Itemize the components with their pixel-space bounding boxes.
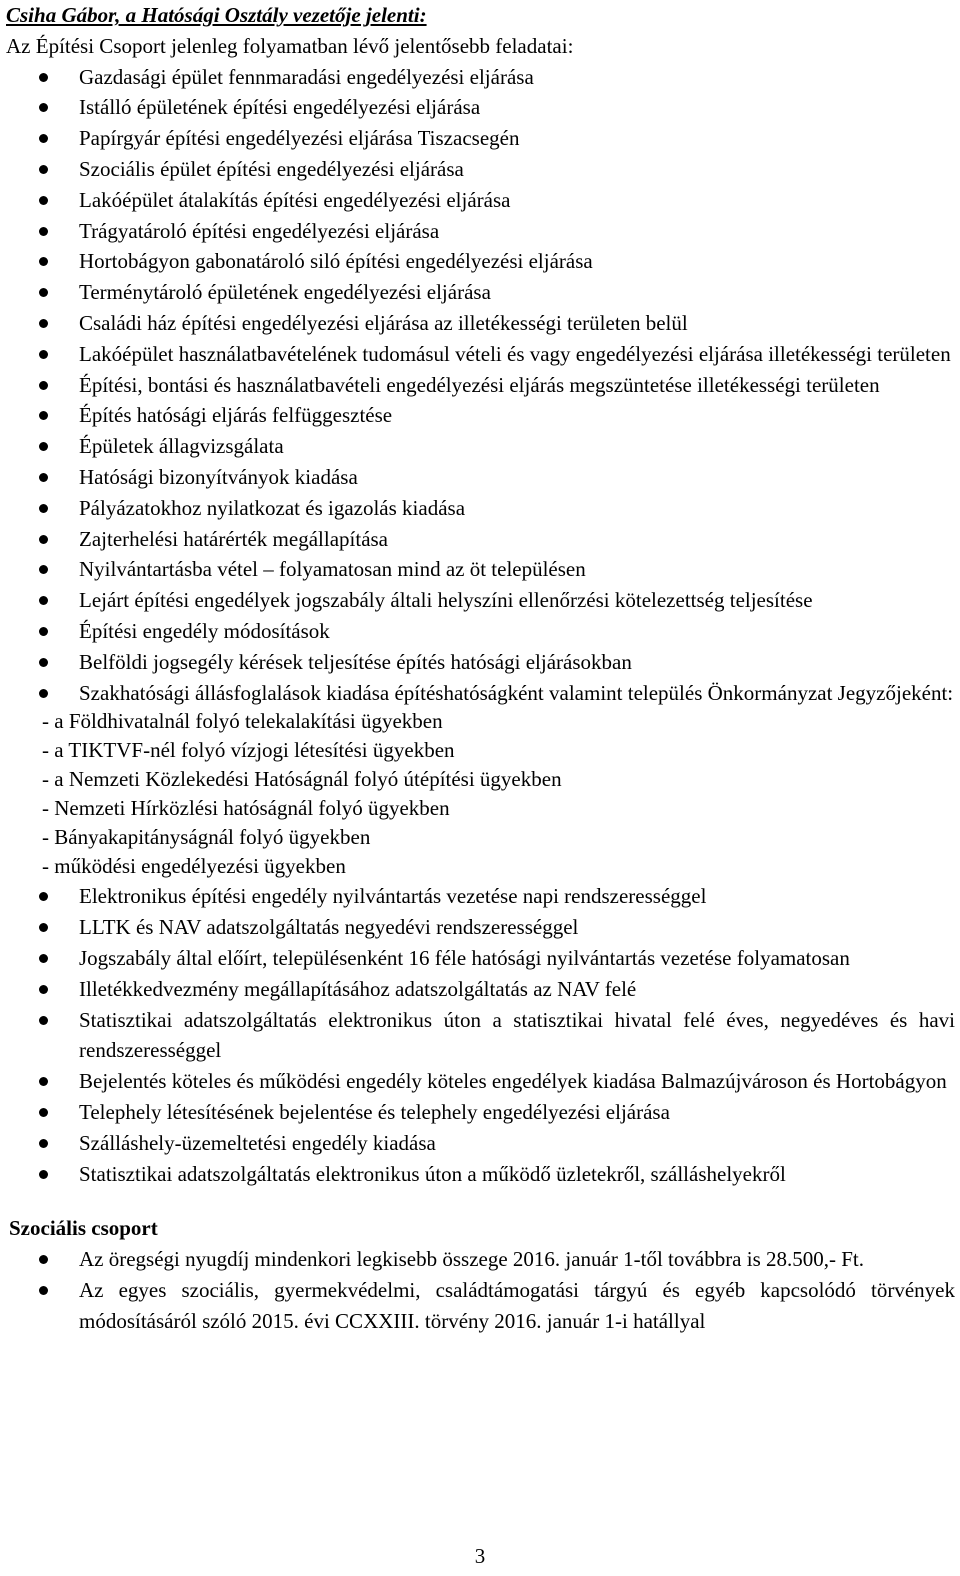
bullet-icon [39,103,48,112]
list-item [6,462,955,493]
list-item [6,974,955,1005]
list-item-text: - a Nemzeti Közlekedési Hatóságnál folyó útépítési ügyekben [42,767,562,792]
list-item [6,823,955,852]
list-item-text: Hatósági bizonyítványok kiadása [79,464,358,489]
list-item [6,707,955,736]
list-item-text: - a Földhivatalnál folyó telekalakítási ügyekben [42,709,443,734]
list-item-text: - Nemzeti Hírközlési hatóságnál folyó ügyekben [42,796,450,821]
list-item-text: Pályázatokhoz nyilatkozat és igazolás kiadása [79,495,466,520]
sub-task-list [6,707,955,881]
bullet-icon [39,288,48,297]
list-item-text: Építési engedély módosítások [79,618,330,643]
list-item-text: Szálláshely-üzemeltetési engedély kiadása [79,1130,436,1155]
task-list [6,62,955,709]
list-item [6,1005,955,1067]
list-item [6,62,955,93]
list-item [6,246,955,277]
bullet-icon [39,165,48,174]
bullet-icon [39,954,48,963]
list-item [6,154,955,185]
bullet-icon [39,73,48,82]
list-item-text: Istálló épületének építési engedélyezési eljárása [79,95,481,120]
list-item-text: Szociális épület építési engedélyezési eljárása [79,156,464,181]
list-item-text: Jogszabály által előírt, településenként 16 féle hatósági nyilvántartás vezetése folyamatosan [79,945,850,970]
list-item [6,308,955,339]
list-item [6,431,955,462]
social-list [6,1244,955,1336]
bullet-icon [39,381,48,390]
list-item [6,647,955,678]
bullet-icon [39,1255,48,1264]
list-item-text: Épületek állagvizsgálata [79,434,284,459]
bullet-icon [39,442,48,451]
bullet-icon [39,985,48,994]
list-item [6,616,955,647]
list-item [6,1244,955,1275]
list-item-text: Lakóépület használatbavételének tudomásul vételi és vagy engedélyezési eljárása illetékességi területen [79,341,951,366]
bullet-icon [39,565,48,574]
bullet-icon [39,473,48,482]
list-item [6,765,955,794]
list-item-text: LLTK és NAV adatszolgáltatás negyedévi rendszerességgel [79,915,579,940]
list-item-text: - a TIKTVF-nél folyó vízjogi létesítési ügyekben [42,738,455,763]
bullet-icon [39,1139,48,1148]
list-item-text: Hortobágyon gabonatároló siló építési engedélyezési eljárása [79,249,593,274]
list-item-text: Gazdasági épület fennmaradási engedélyezési eljárása [79,64,534,89]
list-item-text: Statisztikai adatszolgáltatás elektronikus úton a működő üzletekről, szálláshelyekről [79,1161,786,1186]
list-item-text: Illetékkedvezmény megállapításához adatszolgáltatás az NAV felé [79,976,637,1001]
bullet-icon [39,411,48,420]
list-item [6,400,955,431]
bullet-icon [39,1170,48,1179]
list-item [6,1097,955,1128]
list-item [6,123,955,154]
list-item-text: Statisztikai adatszolgáltatás elektronikus úton a statisztikai hivatal felé éves, negyedéves és havi rendszerességgel [79,1007,955,1063]
bullet-icon [39,319,48,328]
list-item [6,943,955,974]
list-item [6,277,955,308]
list-item [6,1066,955,1097]
bullet-icon [39,1077,48,1086]
bullet-icon [39,627,48,636]
list-item [6,794,955,823]
section-title-social: Szociális csoport [9,1216,158,1241]
list-item [6,493,955,524]
list-item-text: Papírgyár építési engedélyezési eljárása Tiszacsegén [79,126,520,151]
list-item [6,881,955,912]
task-list-continued [6,881,955,1189]
bullet-icon [39,196,48,205]
list-item-text: - Bányakapitányságnál folyó ügyekben [42,825,371,850]
bullet-icon [39,134,48,143]
list-item [6,736,955,765]
list-item [6,852,955,881]
list-item-text: Építési, bontási és használatbavételi engedélyezési eljárás megszüntetése illetékességi területen [79,372,880,397]
bullet-icon [39,257,48,266]
list-item [6,339,955,370]
intro-text: Az Építési Csoport jelenleg folyamatban lévő jelentősebb feladatai: [6,33,574,58]
list-item-text: - működési engedélyezési ügyekben [42,854,346,879]
bullet-icon [39,535,48,544]
list-item-text: Lejárt építési engedélyek jogszabály általi helyszíni ellenőrzési kötelezettség teljesítése [79,588,813,613]
document-page [6,0,955,1336]
list-item [6,1128,955,1159]
list-item-text: Zajterhelési határérték megállapítása [79,526,389,551]
list-item-text: Az öregségi nyugdíj mindenkori legkisebb összege 2016. január 1-től továbbra is 28.500,- Ft. [79,1247,865,1272]
list-item [6,370,955,401]
bullet-icon [39,1108,48,1117]
list-item [6,216,955,247]
bullet-icon [39,1286,48,1295]
bullet-icon [39,658,48,667]
bullet-icon [39,504,48,513]
bullet-icon [39,596,48,605]
bullet-icon [39,1016,48,1025]
list-item-text: Családi ház építési engedélyezési eljárása az illetékességi területen belül [79,310,688,335]
bullet-icon [39,892,48,901]
bullet-icon [39,350,48,359]
list-item-text: Lakóépület átalakítás építési engedélyezési eljárása [79,187,511,212]
list-item-text: Terménytároló épületének engedélyezési eljárása [79,280,491,305]
list-item-text: Építés hatósági eljárás felfüggesztése [79,403,393,428]
list-item-text: Bejelentés köteles és működési engedély köteles engedélyek kiadása Balmazújvároson és Hortobágyon [79,1069,947,1094]
list-item-text: Telephely létesítésének bejelentése és telephely engedélyezési eljárása [79,1099,670,1124]
list-item-text: Trágyatároló építési engedélyezési eljárása [79,218,440,243]
list-item-text: Szakhatósági állásfoglalások kiadása építéshatóságként valamint település Önkormányzat Jegyzőjeként: [79,680,954,705]
list-item-text: Az egyes szociális, gyermekvédelmi, családtámogatási tárgyú és egyéb kapcsolódó törvények módosításáról szóló 2015. évi CCXXIII. törvény 2016. január 1-i hatállyal [79,1277,955,1333]
list-item [6,1275,955,1337]
page-number: 3 [474,1544,486,1568]
list-item-text: Belföldi jogsegély kérések teljesítése építés hatósági eljárásokban [79,649,632,674]
bullet-icon [39,923,48,932]
report-heading: Csiha Gábor, a Hatósági Osztály vezetője jelenti: [6,3,427,27]
bullet-icon [39,689,48,698]
list-item [6,185,955,216]
list-item [6,524,955,555]
list-item [6,92,955,123]
list-item-text: Nyilvántartásba vétel – folyamatosan mind az öt településen [79,557,586,582]
list-item [6,585,955,616]
list-item [6,554,955,585]
list-item-text: Elektronikus építési engedély nyilvántartás vezetése napi rendszerességgel [79,884,707,909]
bullet-icon [39,227,48,236]
list-item [6,912,955,943]
list-item [6,1159,955,1190]
list-item [6,678,955,709]
